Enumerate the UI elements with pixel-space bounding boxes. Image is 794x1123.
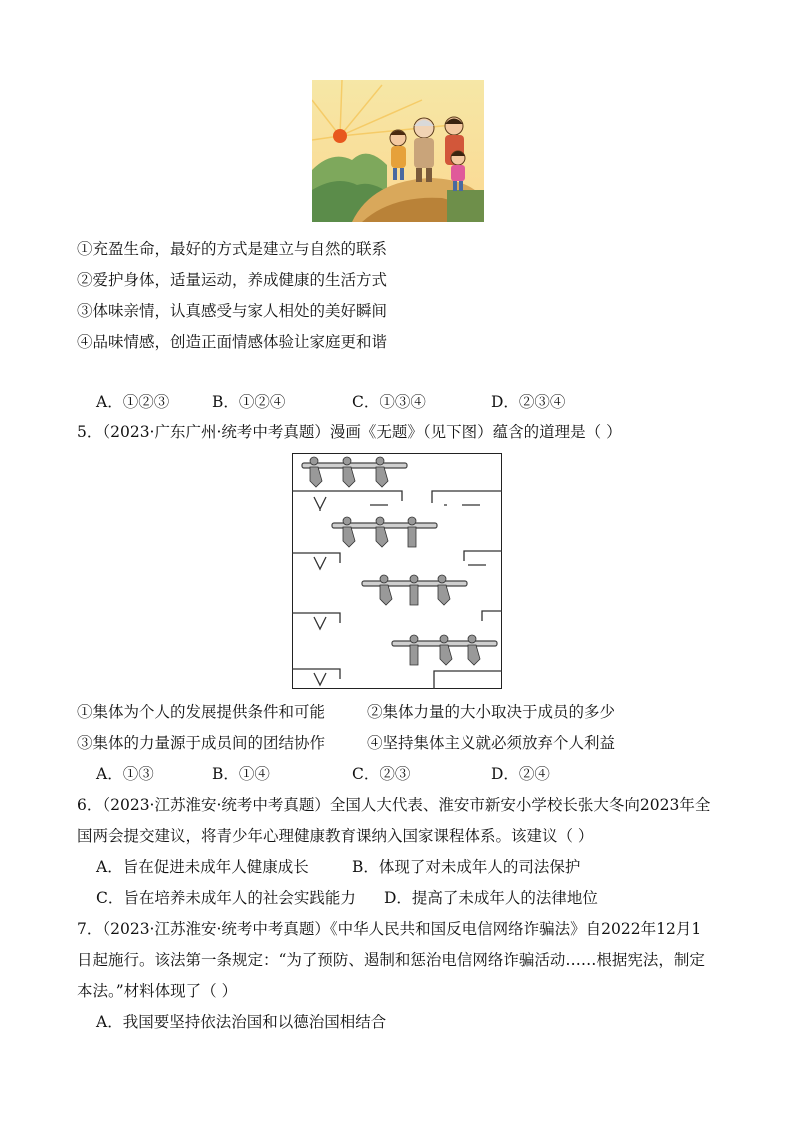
q5-statements-row2 xyxy=(77,733,616,753)
q4-option-a[interactable]: A．①②③ xyxy=(96,393,170,411)
q4-statement-1: ①充盈生命，最好的方式是建立与自然的联系 xyxy=(77,240,388,258)
q5-statement-2: ②集体力量的大小取决于成员的多少 xyxy=(367,703,616,721)
q7-stem-line2: 日起施行。该法第一条规定：“为了预防、遏制和惩治电信网络诈骗活动……根据宪法，制定 xyxy=(77,951,705,969)
q5-statement-1: ①集体为个人的发展提供条件和可能 xyxy=(77,703,326,721)
q4-statement-2: ②爱护身体，适量运动，养成健康的生活方式 xyxy=(77,271,388,289)
q5-statements-row1 xyxy=(77,702,616,722)
q5-stem: 5．（2023·广东广州·统考中考真题）漫画《无题》（见下图）蕴含的道理是（ ） xyxy=(77,423,622,441)
q6-option-d[interactable]: D．提高了未成年人的法律地位 xyxy=(384,889,598,907)
q5-option-a[interactable]: A．①③ xyxy=(96,765,154,783)
q5-option-c[interactable]: C．②③ xyxy=(352,765,411,783)
q6-option-b[interactable]: B．体现了对未成年人的司法保护 xyxy=(352,858,581,876)
family-sunrise-illustration xyxy=(312,80,484,222)
q4-option-b[interactable]: B．①②④ xyxy=(212,393,286,411)
q6-option-a[interactable]: A．旨在促进未成年人健康成长 xyxy=(96,858,309,876)
q4-statement-4: ④品味情感，创造正面情感体验让家庭更和谐 xyxy=(77,333,388,351)
q6-stem-line2: 国两会提交建议，将青少年心理健康教育课纳入国家课程体系。该建议（ ） xyxy=(77,827,594,845)
untitled-cartoon xyxy=(292,453,502,689)
q5-option-b[interactable]: B．①④ xyxy=(212,765,270,783)
q5-option-d[interactable]: D．②④ xyxy=(491,765,550,783)
q7-option-a[interactable]: A．我国要坚持依法治国和以德治国相结合 xyxy=(96,1013,387,1031)
q6-option-c[interactable]: C．旨在培养未成年人的社会实践能力 xyxy=(96,889,356,907)
q4-statement-3: ③体味亲情，认真感受与家人相处的美好瞬间 xyxy=(77,302,388,320)
q7-stem-line3: 本法。”材料体现了（ ） xyxy=(77,982,238,1000)
q4-option-c[interactable]: C．①③④ xyxy=(352,393,426,411)
q6-stem-line1: 6．（2023·江苏淮安·统考中考真题）全国人大代表、淮安市新安小学校长张大冬向2023年全 xyxy=(77,796,711,814)
q5-statement-3: ③集体的力量源于成员间的团结协作 xyxy=(77,734,326,752)
q5-statement-4: ④坚持集体主义就必须放弃个人利益 xyxy=(367,734,616,752)
q4-option-d[interactable]: D．②③④ xyxy=(491,393,566,411)
q7-stem-line1: 7．（2023·江苏淮安·统考中考真题）《中华人民共和国反电信网络诈骗法》自2022年12月1 xyxy=(77,920,702,938)
